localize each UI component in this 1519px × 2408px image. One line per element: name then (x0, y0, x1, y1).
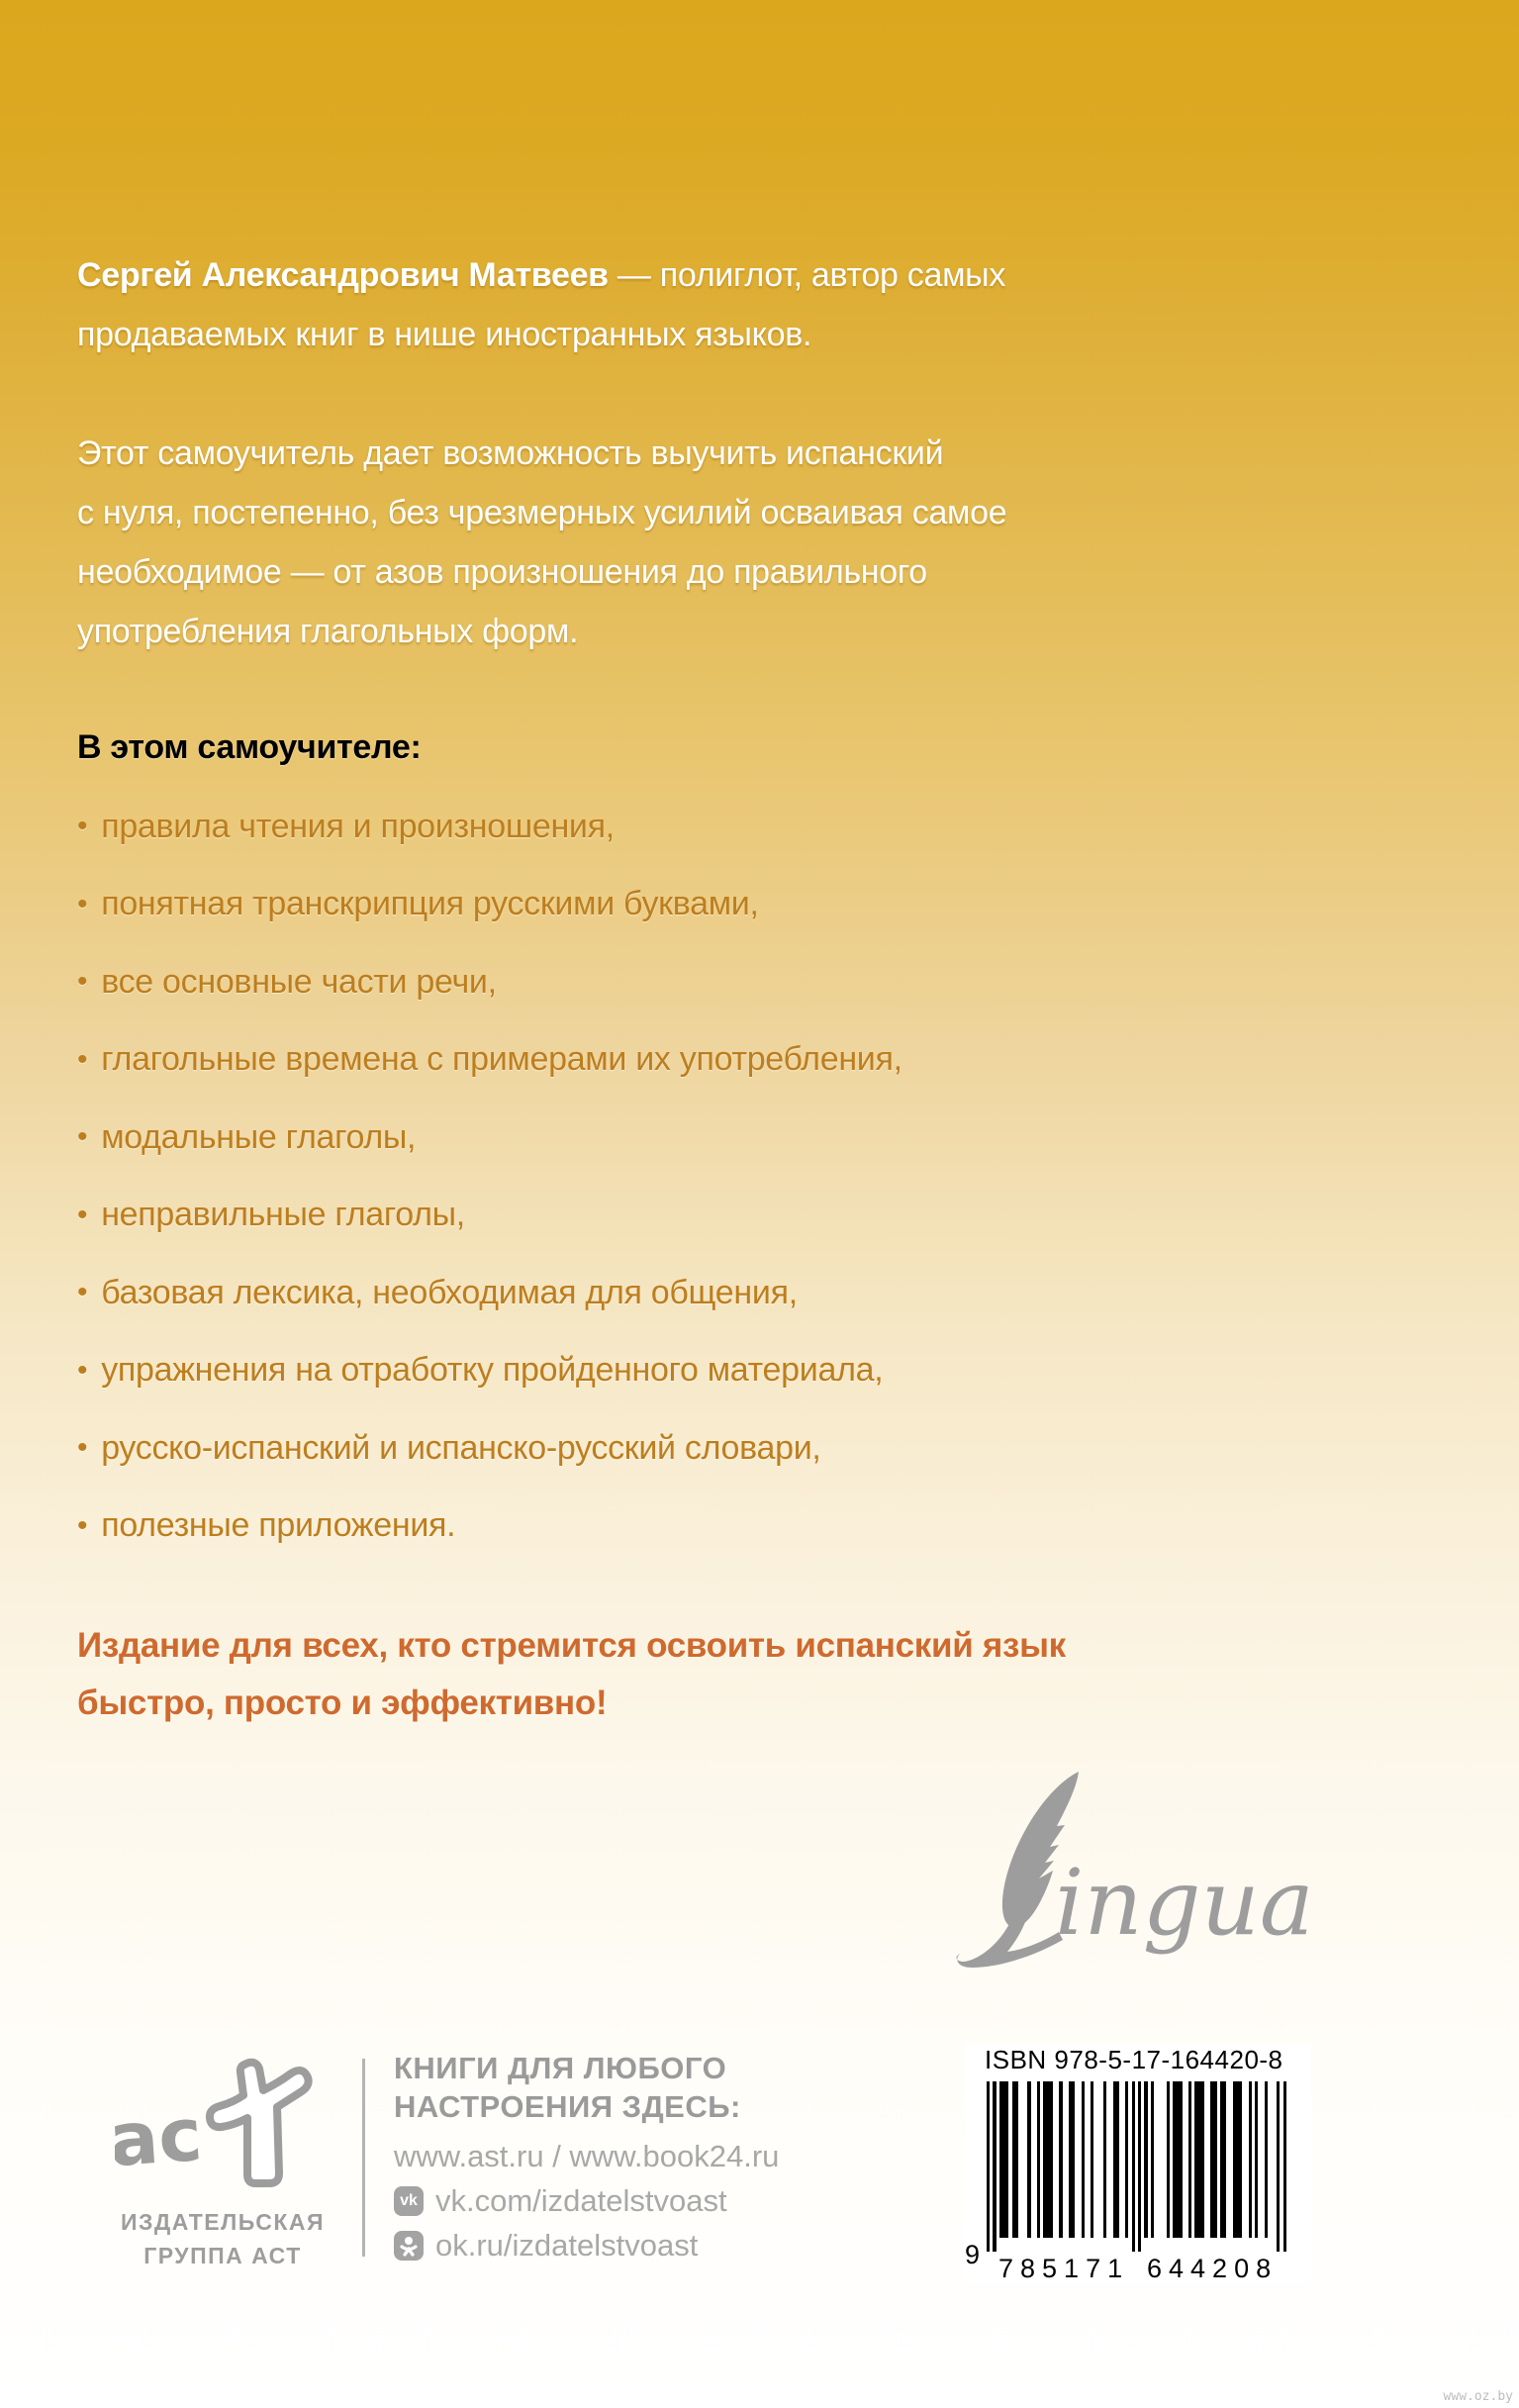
barcode-digits-left: 785171 (998, 2254, 1130, 2283)
description-line: с нуля, постепенно, без чрезмерных усилий осваивая самое (77, 494, 1007, 531)
bullet-marker: • (77, 1042, 88, 1076)
bullet-marker: • (77, 810, 88, 843)
author-intro (77, 245, 1005, 364)
closing-note (77, 1617, 1066, 1732)
list-item-text: неправильные глаголы, (101, 1196, 465, 1234)
description-line: употребления глагольных форм. (77, 613, 579, 650)
list-item (77, 866, 902, 944)
feature-list (77, 788, 902, 1565)
ok-icon (394, 2231, 424, 2261)
promo-line1: КНИГИ ДЛЯ ЛЮБОГО (394, 2051, 727, 2085)
list-item-text: все основные части речи, (101, 962, 497, 1001)
ast-logo-graphic (115, 2055, 323, 2198)
watermark: www.oz.by (1443, 2389, 1513, 2404)
list-item (77, 1177, 902, 1255)
list-item (77, 1332, 902, 1410)
ast-logo (115, 2055, 323, 2198)
description-line: Этот самоучитель дает возможность выучить испанский (77, 434, 944, 472)
ast-logo-letters: ас (115, 2091, 205, 2184)
publisher-links (394, 2049, 779, 2267)
vk-link-row (394, 2178, 779, 2223)
list-item (77, 1488, 902, 1566)
list-item (77, 1254, 902, 1332)
publisher-websites: www.ast.ru / www.book24.ru (394, 2139, 780, 2173)
barcode-digits-right: 644208 (1147, 2254, 1279, 2283)
ok-link-row (394, 2223, 779, 2267)
author-intro-line1 (77, 245, 1005, 305)
lingua-logo-graphic (952, 1764, 1377, 1996)
feather-flourish (957, 1920, 1063, 1968)
closing-line: Издание для всех, кто стремится освоить испанский язык (77, 1626, 1066, 1665)
closing-line: быстро, просто и эффективно! (77, 1684, 608, 1722)
barcode-bars (987, 2081, 1311, 2254)
lingua-logo (952, 1764, 1377, 1996)
list-item-text: глагольные времена с примерами их употребления, (101, 1040, 902, 1079)
ok-person-icon (398, 2235, 420, 2257)
bullet-marker: • (77, 1276, 88, 1309)
bullet-marker: • (77, 1120, 88, 1154)
book-description (77, 424, 1006, 661)
list-item-text: понятная транскрипция русскими буквами, (101, 885, 759, 923)
list-item-text: полезные приложения. (101, 1506, 456, 1545)
bullet-marker: • (77, 1431, 88, 1465)
list-item-text: упражнения на отработку пройденного материала, (101, 1351, 884, 1390)
list-item-text: базовая лексика, необходимая для общения, (101, 1273, 798, 1311)
ast-figure-icon (210, 2063, 309, 2183)
feature-list-heading: В этом самоучителе: (77, 728, 422, 766)
bullet-marker: • (77, 965, 88, 999)
list-item (77, 1099, 902, 1177)
ast-publisher-name (99, 2205, 346, 2272)
description-line: необходимое — от азов произношения до правильного (77, 553, 927, 591)
bullet-marker: • (77, 1353, 88, 1387)
bullet-marker: • (77, 1198, 88, 1231)
divider (362, 2059, 365, 2257)
vk-link: vk.com/izdatelstvoast (435, 2183, 727, 2218)
barcode-module (1283, 2081, 1286, 2252)
list-item (77, 788, 902, 866)
author-intro-line2: продаваемых книг в нише иностранных языков. (77, 316, 812, 353)
vk-icon (394, 2186, 424, 2216)
list-item-text: модальные глаголы, (101, 1117, 417, 1156)
barcode-block (965, 2045, 1311, 2282)
promo-line2: НАСТРОЕНИЯ ЗДЕСЬ: (394, 2089, 741, 2124)
barcode-digit-lead: 9 (965, 2240, 981, 2269)
ast-publisher-line2: ГРУППА АСТ (143, 2243, 302, 2268)
list-item-text: правила чтения и произношения, (101, 807, 615, 845)
ok-link: ok.ru/izdatelstvoast (435, 2228, 699, 2263)
ast-publisher-line1: ИЗДАТЕЛЬСКАЯ (120, 2209, 326, 2235)
author-intro-rest: — полиглот, автор самых (608, 256, 1006, 294)
barcode-digits (965, 2240, 1311, 2283)
list-item (77, 1021, 902, 1100)
isbn-text: ISBN 978-5-17-164420-8 (985, 2045, 1283, 2074)
list-item-text: русско-испанский и испанско-русский словари, (101, 1428, 821, 1467)
lingua-wordmark: ingua (1055, 1850, 1314, 1956)
author-name: Сергей Александрович Матвеев (77, 256, 609, 294)
list-item (77, 943, 902, 1021)
list-item (77, 1409, 902, 1488)
bullet-marker: • (77, 1508, 88, 1542)
vk-icon-label: vk (400, 2191, 418, 2209)
bullet-marker: • (77, 887, 88, 920)
